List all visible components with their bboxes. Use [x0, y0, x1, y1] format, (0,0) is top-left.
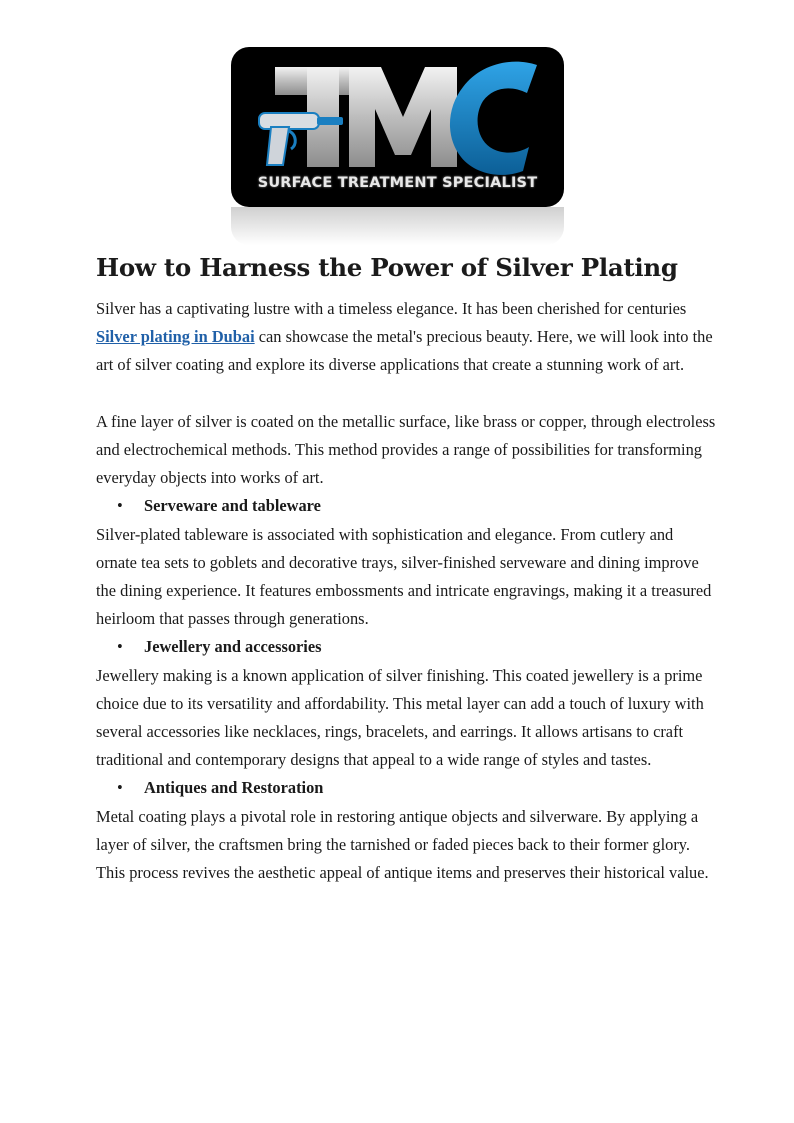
section-text-antiques: Metal coating plays a pivotal role in restoring antique objects and silverware. By applying a layer of silver, the craftsmen bring the tarnished or faded pieces back to their former glory. This process revives the aesthetic appeal of antique items and preserves their historical value.	[96, 806, 709, 883]
article-body	[96, 295, 716, 887]
page-title: How to Harness the Power of Silver Plating	[96, 253, 678, 282]
intro-paragraph: Silver has a captivating lustre with a timeless elegance. It has been cherished for centuries Silver plating in Dubai can showcase the metal's precious beauty. Here, we will look into the art of silver coating and explore its diverse applications that create a stunning work of art.	[96, 299, 713, 375]
bullet-icon: •	[117, 637, 123, 657]
bullet-icon: •	[117, 496, 123, 516]
section-heading-serveware: • Serveware and tableware	[96, 492, 716, 520]
section-text-serveware: Silver-plated tableware is associated with sophistication and elegance. From cutlery and ornate tea sets to goblets and decorative trays, silver-finished serveware and dining improve the dining experience. It features embossments and intricate engravings, making it a treasured heirloom that passes through generations.	[96, 524, 712, 629]
paragraph-2: A fine layer of silver is coated on the metallic surface, like brass or copper, through electroless and electrochemical methods. This method provides a range of possibilities for transforming everyday objects into works of art.	[96, 411, 716, 488]
logo-letter-c	[450, 62, 537, 175]
logo-background	[231, 47, 564, 207]
logo-letter-m	[349, 67, 457, 167]
section-text-jewellery: Jewellery making is a known application of silver finishing. This coated jewellery is a prime choice due to its versatility and affordability. This metal layer can add a touch of luxury with several accessories like necklaces, rings, bracelets, and earrings. It allows artisans to craft traditional and contemporary designs that appeal to a wide range of styles and tastes.	[96, 665, 704, 770]
section-heading-jewellery: • Jewellery and accessories	[96, 633, 716, 661]
section-heading-antiques: • Antiques and Restoration	[96, 774, 716, 802]
silver-plating-link[interactable]: Silver plating in Dubai	[96, 327, 255, 347]
logo-reflection	[231, 207, 564, 245]
company-logo	[231, 47, 564, 247]
bullet-icon: •	[117, 778, 123, 798]
logo-tagline: SURFACE TREATMENT SPECIALIST	[257, 175, 538, 191]
